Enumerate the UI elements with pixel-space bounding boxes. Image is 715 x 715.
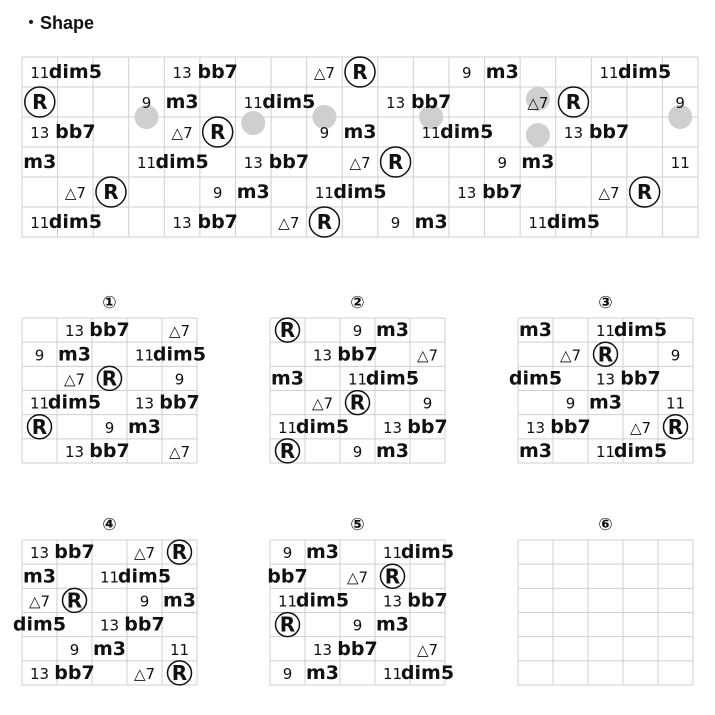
note-9: 9 <box>34 346 45 365</box>
note-11: 11 <box>599 64 619 82</box>
note-11: 11 <box>277 592 298 611</box>
note-bb7: bb7 <box>159 391 200 414</box>
note-9: 9 <box>390 214 401 232</box>
note-dim5: dim5 <box>618 61 672 83</box>
note-root: R <box>352 60 368 84</box>
note-11: 11 <box>99 568 120 587</box>
shape-box-5 <box>267 515 454 685</box>
note-major7: △7 <box>168 442 191 461</box>
note-major7: △7 <box>559 346 582 365</box>
note-13: 13 <box>172 214 192 232</box>
note-13: 13 <box>99 616 120 635</box>
note-13: 13 <box>563 124 584 142</box>
note-major7: △7 <box>346 568 369 587</box>
note-root: R <box>565 90 582 114</box>
note-root: R <box>279 318 296 343</box>
note-root: R <box>103 180 119 204</box>
note-9: 9 <box>497 154 508 172</box>
note-13: 13 <box>64 442 85 461</box>
note-11: 11 <box>528 214 548 232</box>
note-m3: m3 <box>22 565 57 588</box>
note-major7: △7 <box>133 664 156 683</box>
note-bb7: bb7 <box>337 637 378 660</box>
note-13: 13 <box>386 94 406 112</box>
shape-box-6 <box>518 515 693 685</box>
note-m3: m3 <box>57 343 92 366</box>
note-13: 13 <box>595 370 616 389</box>
note-m3: m3 <box>414 211 448 233</box>
note-13: 13 <box>30 124 50 142</box>
note-m3: m3 <box>23 151 57 173</box>
note-13: 13 <box>382 418 403 437</box>
note-m3: m3 <box>588 391 623 414</box>
note-dim5: dim5 <box>365 367 420 390</box>
shape-box-title: ① <box>102 293 117 313</box>
note-bb7: bb7 <box>268 151 310 173</box>
note-9: 9 <box>461 64 472 82</box>
note-m3: m3 <box>127 415 162 438</box>
note-dim5: dim5 <box>613 319 668 342</box>
page-title: ・Shape <box>22 13 95 33</box>
note-13: 13 <box>64 322 85 341</box>
note-dim5: dim5 <box>155 151 209 173</box>
note-9: 9 <box>174 370 185 389</box>
note-bb7: bb7 <box>550 415 591 438</box>
note-m3: m3 <box>518 439 553 462</box>
note-bb7: bb7 <box>197 211 238 233</box>
note-dim5: dim5 <box>333 181 387 203</box>
note-m3: m3 <box>521 151 555 173</box>
shape-box-title: ③ <box>598 293 613 313</box>
note-bb7: bb7 <box>482 181 523 203</box>
note-bb7: bb7 <box>89 319 130 342</box>
note-11: 11 <box>29 394 50 413</box>
note-root: R <box>279 438 296 463</box>
shape-box-2 <box>270 293 448 463</box>
note-dim5: dim5 <box>508 367 563 390</box>
note-dim5: dim5 <box>295 415 350 438</box>
note-11: 11 <box>382 664 403 683</box>
note-9: 9 <box>282 544 293 563</box>
note-root: R <box>597 342 614 367</box>
note-root: R <box>387 150 404 174</box>
note-13: 13 <box>525 418 546 437</box>
note-major7: △7 <box>629 418 652 437</box>
note-m3: m3 <box>375 613 410 636</box>
note-13: 13 <box>312 640 333 659</box>
note-9: 9 <box>104 418 115 437</box>
shape-box-3 <box>509 293 693 463</box>
note-11: 11 <box>314 184 334 202</box>
note-major7: △7 <box>313 64 335 82</box>
shape-box-title: ⑥ <box>598 515 613 535</box>
note-11: 11 <box>277 418 298 437</box>
note-dim5: dim5 <box>47 391 102 414</box>
note-major7: △7 <box>63 370 86 389</box>
shape-box-title: ④ <box>102 515 117 535</box>
note-9: 9 <box>282 664 293 683</box>
note-major7: △7 <box>311 394 334 413</box>
note-11: 11 <box>595 442 616 461</box>
note-11: 11 <box>134 346 155 365</box>
note-m3: m3 <box>162 589 197 612</box>
note-bb7: bb7 <box>407 589 448 612</box>
note-11: 11 <box>169 640 190 659</box>
note-root: R <box>32 90 48 114</box>
shape-box-title: ⑤ <box>350 515 365 535</box>
shape-box-1 <box>22 293 206 463</box>
note-9: 9 <box>675 94 685 112</box>
note-m3: m3 <box>375 319 410 342</box>
note-bb7: bb7 <box>588 121 630 143</box>
note-root: R <box>171 660 188 685</box>
note-9: 9 <box>212 184 223 202</box>
note-bb7: bb7 <box>124 613 165 636</box>
note-major7: △7 <box>168 322 191 341</box>
note-m3: m3 <box>165 91 199 113</box>
shape-box-title: ② <box>350 293 365 313</box>
note-9: 9 <box>670 346 681 365</box>
note-dim5: dim5 <box>400 661 455 684</box>
note-m3: m3 <box>305 541 340 564</box>
note-dim5: dim5 <box>546 211 601 233</box>
note-dim5: dim5 <box>295 589 350 612</box>
note-dim5: dim5 <box>613 439 668 462</box>
note-11: 11 <box>382 544 403 563</box>
note-m3: m3 <box>92 637 127 660</box>
note-major7: △7 <box>598 184 620 202</box>
note-m3: m3 <box>343 121 377 143</box>
note-9: 9 <box>565 394 576 413</box>
note-dim5: dim5 <box>48 211 102 233</box>
note-9: 9 <box>352 616 363 635</box>
note-root: R <box>101 366 118 391</box>
note-dim5: dim5 <box>12 613 67 636</box>
note-13: 13 <box>382 592 403 611</box>
note-9: 9 <box>352 442 363 461</box>
note-dim5: dim5 <box>117 565 172 588</box>
note-major7: △7 <box>416 640 439 659</box>
note-9: 9 <box>352 322 363 341</box>
note-11: 11 <box>243 94 263 112</box>
note-9: 9 <box>422 394 433 413</box>
note-dim5: dim5 <box>152 343 207 366</box>
note-13: 13 <box>312 346 333 365</box>
note-root: R <box>279 612 296 637</box>
note-bb7: bb7 <box>55 121 96 143</box>
note-dim5: dim5 <box>48 61 102 83</box>
shape-box-4 <box>13 515 197 685</box>
note-root: R <box>316 210 333 234</box>
note-11: 11 <box>595 322 616 341</box>
note-major7: △7 <box>133 544 156 563</box>
note-13: 13 <box>29 544 50 563</box>
note-root: R <box>349 390 366 415</box>
fret-dot <box>241 111 265 135</box>
note-dim5: dim5 <box>262 91 316 113</box>
note-11: 11 <box>421 124 441 142</box>
note-bb7: bb7 <box>54 541 95 564</box>
note-major7: △7 <box>171 124 193 142</box>
note-major7: △7 <box>527 94 549 112</box>
note-bb7: bb7 <box>89 439 130 462</box>
note-13: 13 <box>243 154 263 172</box>
note-9: 9 <box>139 592 150 611</box>
note-m3: m3 <box>305 661 340 684</box>
note-bb7: bb7 <box>337 343 378 366</box>
note-m3: m3 <box>270 367 305 390</box>
note-13: 13 <box>134 394 155 413</box>
note-major7: △7 <box>64 184 86 202</box>
note-root: R <box>66 588 83 613</box>
note-dim5: dim5 <box>440 121 494 143</box>
note-11: 11 <box>30 214 50 232</box>
note-13: 13 <box>457 184 477 202</box>
note-9: 9 <box>319 124 330 142</box>
note-dim5: dim5 <box>400 541 455 564</box>
note-root: R <box>31 414 48 439</box>
note-bb7: bb7 <box>410 91 452 113</box>
note-11: 11 <box>136 154 157 172</box>
note-9: 9 <box>69 640 80 659</box>
note-bb7: bb7 <box>267 565 308 588</box>
note-m3: m3 <box>236 181 270 203</box>
note-13: 13 <box>172 64 192 82</box>
note-9: 9 <box>141 94 152 112</box>
note-11: 11 <box>347 370 368 389</box>
note-11: 11 <box>30 64 50 82</box>
fret-dot <box>526 123 550 147</box>
note-11: 11 <box>665 394 686 413</box>
note-major7: △7 <box>28 592 51 611</box>
note-m3: m3 <box>375 439 410 462</box>
note-major7: △7 <box>349 154 371 172</box>
note-root: R <box>636 180 653 204</box>
note-major7: △7 <box>416 346 439 365</box>
note-root: R <box>171 540 188 565</box>
note-11: 11 <box>670 154 690 172</box>
shape-boxes <box>13 293 693 685</box>
note-bb7: bb7 <box>620 367 661 390</box>
note-m3: m3 <box>485 61 519 83</box>
note-bb7: bb7 <box>197 61 238 83</box>
note-13: 13 <box>29 664 50 683</box>
note-root: R <box>667 414 684 439</box>
note-major7: △7 <box>278 214 300 232</box>
note-m3: m3 <box>518 319 553 342</box>
note-root: R <box>209 120 226 144</box>
note-bb7: bb7 <box>407 415 448 438</box>
note-root: R <box>384 564 401 589</box>
note-bb7: bb7 <box>54 661 95 684</box>
